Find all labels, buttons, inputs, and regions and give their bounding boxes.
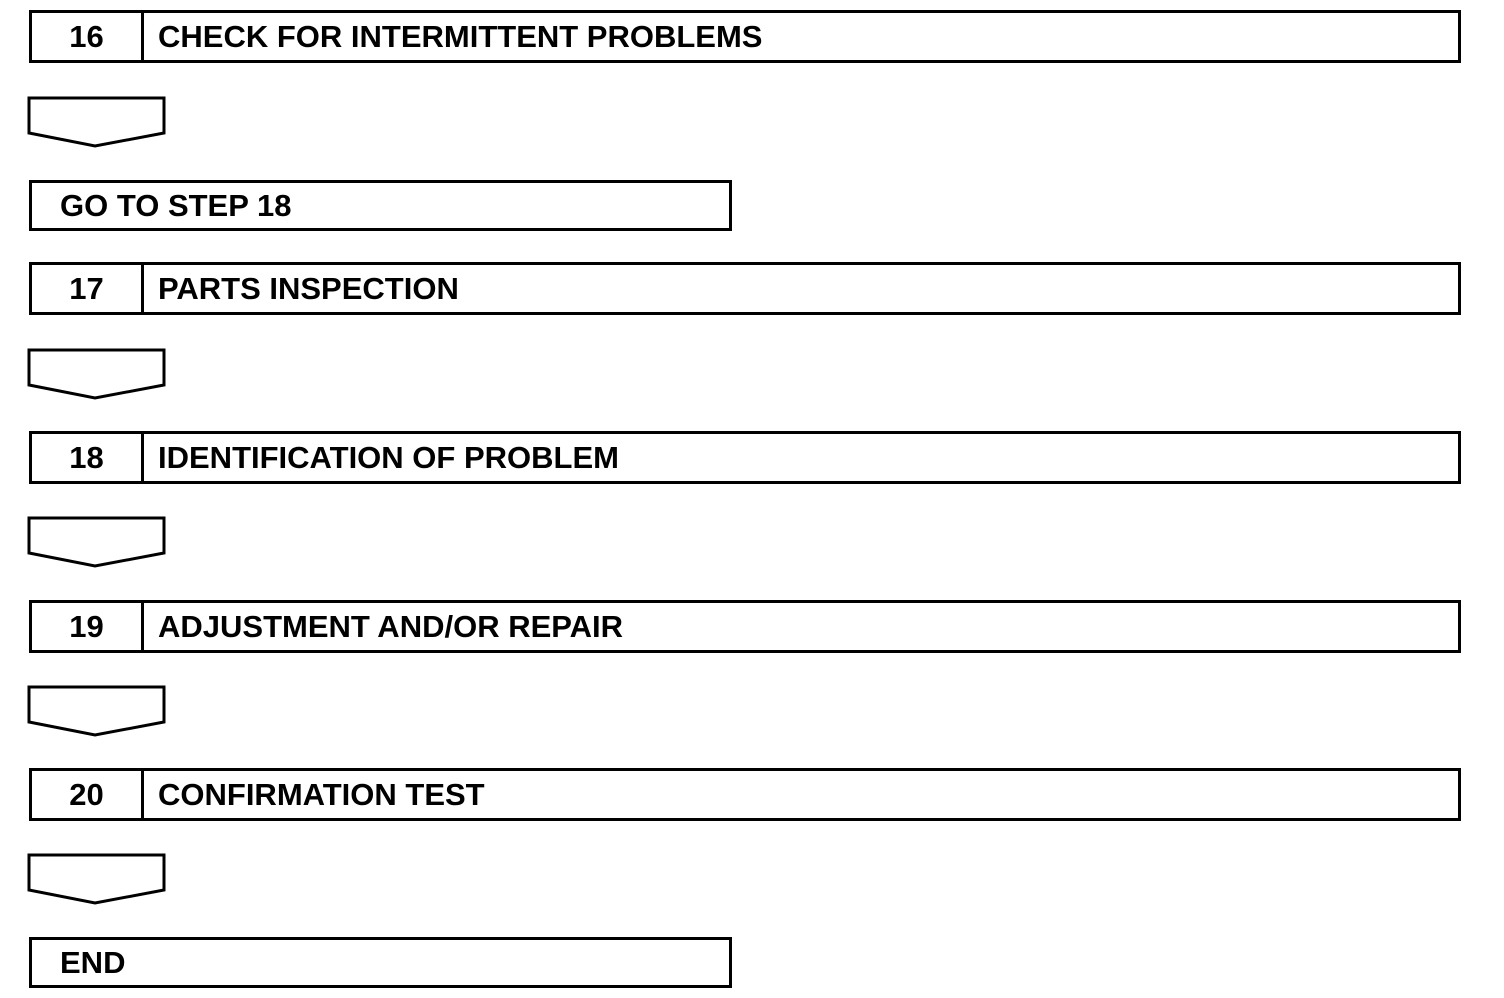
step-title: ADJUSTMENT AND/OR REPAIR	[158, 609, 624, 644]
goto-label: GO TO STEP 18	[60, 188, 292, 223]
step-box-18	[29, 431, 1461, 484]
down-arrow-icon	[27, 685, 167, 737]
down-arrow-icon	[27, 96, 167, 148]
step-number: 17	[32, 265, 144, 312]
end-box	[29, 937, 732, 988]
step-title: PARTS INSPECTION	[158, 271, 459, 306]
step-number: 20	[32, 771, 144, 818]
down-arrow-icon	[27, 348, 167, 400]
step-box-19	[29, 600, 1461, 653]
step-box-17	[29, 262, 1461, 315]
step-title: CHECK FOR INTERMITTENT PROBLEMS	[158, 19, 763, 54]
step-number: 16	[32, 13, 144, 60]
goto-box	[29, 180, 732, 231]
step-number: 19	[32, 603, 144, 650]
down-arrow-icon	[27, 853, 167, 905]
step-box-20	[29, 768, 1461, 821]
step-number: 18	[32, 434, 144, 481]
step-box-16	[29, 10, 1461, 63]
down-arrow-icon	[27, 516, 167, 568]
step-title: IDENTIFICATION OF PROBLEM	[158, 440, 619, 475]
end-label: END	[60, 945, 126, 980]
step-title: CONFIRMATION TEST	[158, 777, 485, 812]
